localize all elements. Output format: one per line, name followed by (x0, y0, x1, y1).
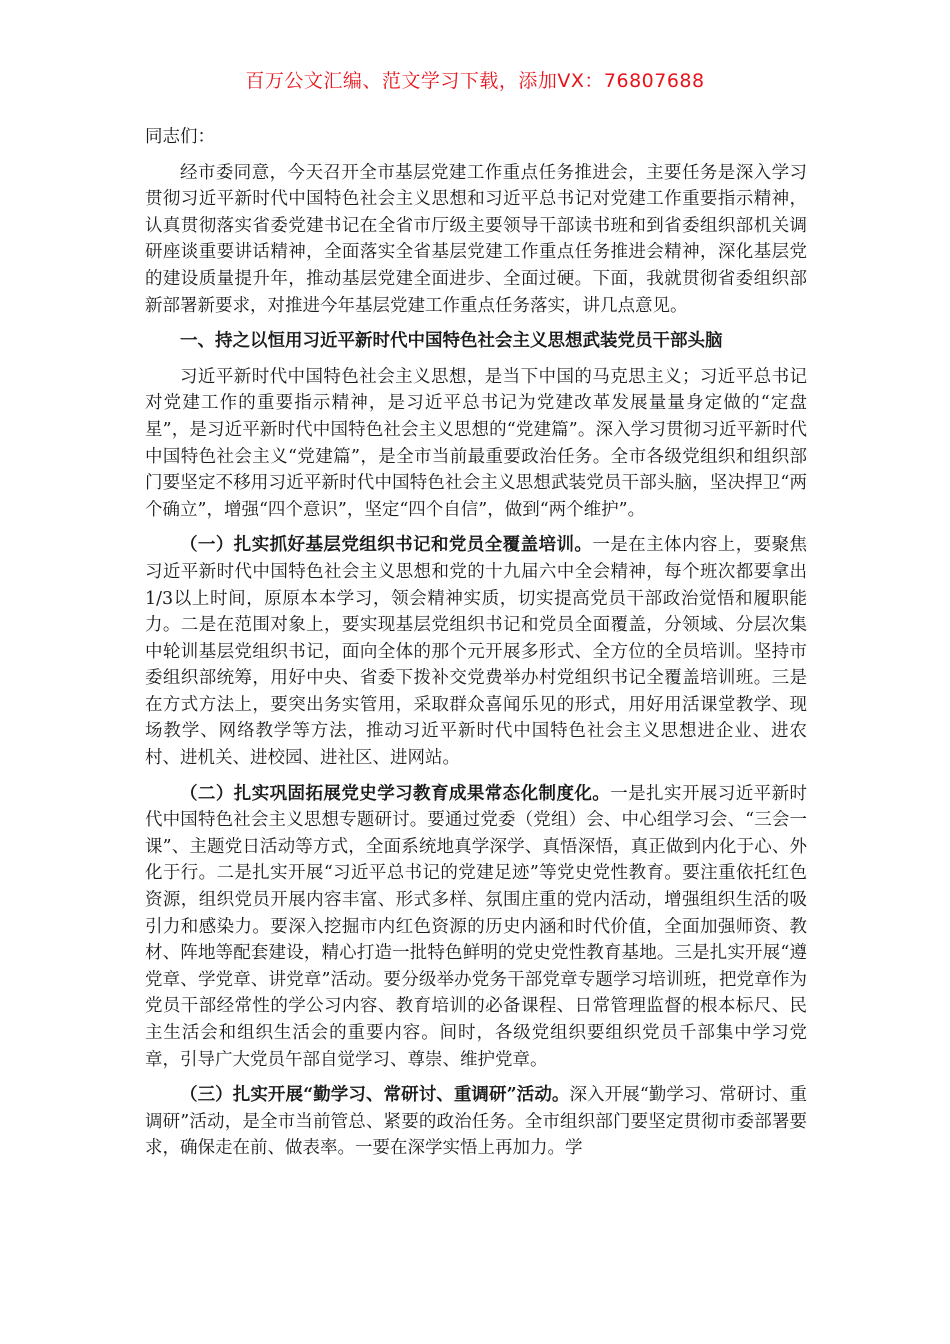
item-three-text: 深入开展“勤学习、常研讨、重调研”活动，是全市当前管总、紧要的政治任务。全市组织部门要坚定贯彻市委部署要求，确保走在前、做表率。一要在深学实悟上再加力。学 (145, 1085, 807, 1159)
item-two-paragraph (145, 781, 807, 1074)
item-two-title: （二）扎实巩固拓展党史学习教育成果常态化制度化。 (180, 783, 611, 804)
item-two-text: 一是扎实开展习近平新时代中国特色社会主义思想专题研讨。要通过党委（党组）会、中心组学习会、“三会一课”、主题党日活动等方式，全面系统地真学深学、真悟深悟，真正做到内化于心、外化于行。二是扎实开展“习近平总书记的党建足迹”等党史党性教育。要注重依托红色资源，组织党员开展内容丰富、形式多样、氛围庄重的党内活动，增强组织生活的吸引力和感染力。要深入挖掘市内红色资源的历史内涵和时代价值，全面加强师资、教材、阵地等配套建设，精心打造一批特色鲜明的党史党性教育基地。三是扎实开展“遵党章、学党章、讲党章”活动。要分级举办党务干部党章专题学习培训班，把党章作为党员干部经常性的学公习内容、教育培训的必备课程、日常管理监督的根本标尺、民主生活会和组织生活会的重要内容。间时，各级党组织要组织党员千部集中学习党章，引导广大党员午部自觉学习、尊崇、维护党章。 (145, 783, 807, 1070)
item-one-title: （一）扎实抓好基层党组织书记和党员全覆盖培训。 (180, 535, 593, 556)
section-heading: 一、持之以恒用习近平新时代中国特色社会主义思想武装党员干部头脑 (180, 331, 723, 352)
header-watermark: 百万公文汇编、范文学习下载，添加VX：76807688 (245, 70, 705, 92)
document-body (145, 124, 807, 1171)
greeting: 同志们： (145, 127, 215, 147)
item-three-paragraph (145, 1082, 807, 1162)
item-three-title: （三）扎实开展“勤学习、常研讨、重调研”活动。 (180, 1085, 570, 1106)
item-one-paragraph (145, 532, 807, 771)
intro-paragraph: 经市委同意，今天召开全市基层党建工作重点任务推进会，主要任务是深入学习贯彻习近平新时代中国特色社会主义思想和习近平总书记对党建工作重要指示精神，认真贯彻落实省委党建书记在全省市厅级主要领导干部读书班和到省委组织部机关调研座谈重要讲话精神，全面落实全省基层党建工作重点任务推进会精神，深化基层党的建设质量提升年，推动基层党建全面进步、全面过硬。下面，我就贯彻省委组织部新部署新要求，对推进今年基层党建工作重点任务落实，讲几点意见。 (145, 162, 807, 316)
section-paragraph: 习近平新时代中国特色社会主义思想，是当下中国的马克思主义；习近平总书记对党建工作的重要指示精神，是习近平总书记为党建改革发展量量身定做的“定盘星”，是习近平新时代中国特色社会主义思想的“党建篇”。深入学习贯彻习近平新时代中国特色社会主义“党建篇”，是全市当前最重要政治任务。全市各级党组织和组织部门要坚定不移用习近平新时代中国特色社会主义思想武装党员干部头脑，坚决捍卫“两个确立”，增强“四个意识”，坚定“四个自信”，做到“两个维护”。 (145, 366, 807, 520)
item-one-text: 一是在主体内容上，要聚焦习近平新时代中国特色社会主义思想和党的十九届六中全会精神，每个班次都要拿出1/3以上时间，原原本本学习，领会精神实质，切实提高党员干部政治觉悟和履职能力。二是在范围对象上，要实现基层党组织书记和党员全面覆盖，分领域、分层次集中轮训基层党组织书记，面向全体的那个元开展多形式、全方位的全员培训。坚持市委组织部统筹，用好中央、省委下拨补交党费举办村党组织书记全覆盖培训班。三是在方式方法上，要突出务实管用，采取群众喜闻乐见的形式，用好用活课堂教学、现场教学、网络教学等方法，推动习近平新时代中国特色社会主义思想进企业、进农村、进机关、进校园、进社区、进网站。 (145, 535, 808, 769)
